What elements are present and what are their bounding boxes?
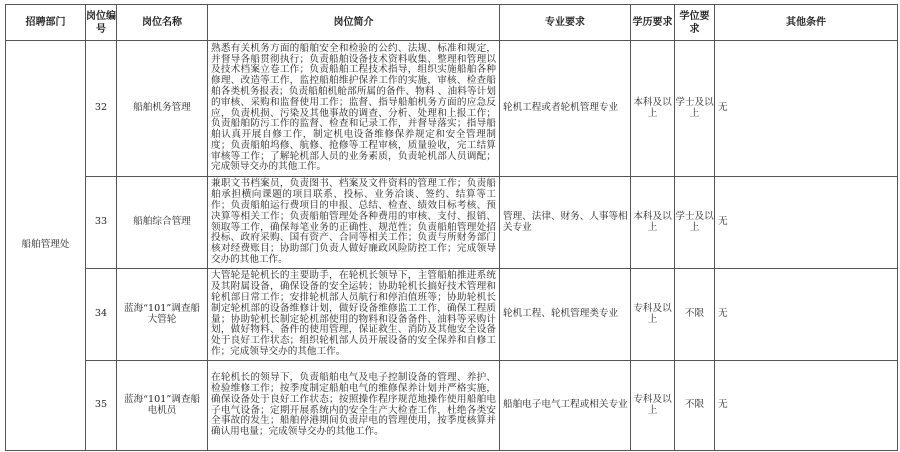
- header-degree: 学位要求: [675, 5, 715, 41]
- other-cell: 无: [715, 41, 898, 177]
- header-other: 其他条件: [715, 5, 898, 41]
- name-cell: 船舶综合管理: [117, 177, 208, 269]
- major-cell: 轮机工程、轮机管理类专业: [500, 269, 631, 361]
- degree-cell: 学士及以上: [675, 41, 715, 177]
- recruitment-table: [5, 4, 898, 451]
- degree-cell: 不限: [675, 361, 715, 451]
- name-cell: 船舶机务管理: [117, 41, 208, 177]
- desc-cell: 在轮机长的领导下，负责船舶电气及电子控制设备的管理、养护、检验维修工作；按季度制定船舶电气的维修保养计划并严格实施，确保设备处于良好工作状态；按照操作程序规范地操作使用船舶电子电气设备；定期开展系统内的安全生产大检查工作，杜绝各类安全事故的发生；船舶停港期间负责岸电的管理使用，按季度核算并确认用电量；完成领导交办的其他工作。: [208, 361, 500, 451]
- table-row: [6, 361, 898, 451]
- other-cell: 无: [715, 269, 898, 361]
- name-cell: 蓝海“101”调查船电机员: [117, 361, 208, 451]
- degree-cell: 不限: [675, 269, 715, 361]
- header-row: [6, 5, 898, 41]
- code-cell: 33: [86, 177, 117, 269]
- name-cell: 蓝海“101”调查船大管轮: [117, 269, 208, 361]
- table-row: [6, 177, 898, 269]
- edu-cell: 专科及以上: [631, 361, 675, 451]
- desc-cell: 大管轮是轮机长的主要助手，在轮机长领导下，主管船舶推进系统及其附属设备，确保设备的安全运转；协助轮机长搞好技术管理和轮机部日常工作；安排轮机部人员航行和停泊值班等；协助轮机长制定轮机部的设备维修计划，做好设备维修监工工作，确保工程质量；协助轮机长制定轮机部使用的物料和设备备件、油料等采购计划，做好物料、备件的使用管理，保证救生、消防及其他安全设备处于良好工作状态；组织轮机部人员开展设备的安全保养和自修工作；完成领导交办的其他工作。: [208, 269, 500, 361]
- table-row: [6, 269, 898, 361]
- code-cell: 35: [86, 361, 117, 451]
- department-cell: 船舶管理处: [6, 41, 86, 451]
- header-name: 岗位名称: [117, 5, 208, 41]
- major-cell: 管理、法律、财务、人事等相关专业: [500, 177, 631, 269]
- header-dept: 招聘部门: [6, 5, 86, 41]
- header-code: 岗位编号: [86, 5, 117, 41]
- degree-cell: 学士及以上: [675, 177, 715, 269]
- header-desc: 岗位简介: [208, 5, 500, 41]
- header-major: 专业要求: [500, 5, 631, 41]
- edu-cell: 专科及以上: [631, 269, 675, 361]
- other-cell: 无: [715, 177, 898, 269]
- edu-cell: 本科及以上: [631, 177, 675, 269]
- desc-cell: 兼职文书档案员，负责图书、档案及文件资料的管理工作；负责船舶承担横向课题的项目联系、投标、业务洽谈、签约、结算等工作；负责船舶运行费项目的申报、总结、检查、绩效目标考核、预决算等相关工作；负责船舶管理处各种费用的审核、支付、报销、领取等工作，确保每笔业务的正确性、规范性；负责船舶管理处招投标、政府采购、国有资产、合同等相关工作；负责与所财务部门核对经费账目；协助部门负责人做好廉政风险防控工作；完成领导交办的其他工作。: [208, 177, 500, 269]
- major-cell: 轮机工程或者轮机管理专业: [500, 41, 631, 177]
- code-cell: 34: [86, 269, 117, 361]
- major-cell: 船舶电子电气工程或相关专业: [500, 361, 631, 451]
- other-cell: 无: [715, 361, 898, 451]
- desc-cell: 熟悉有关机务方面的船舶安全和检验的公约、法规、标准和规定，并督导各船贯彻执行；负责船舶设备技术资料收集、整理和管理以及技术档案立卷工作；负责船舶工程技术指导，组织实施船舶各种修理、改造等工作，监控船舶维护保养工作的实施，审核、检查船舶各类机务报表；负责船舶机舱部所属的备件、物料 、油料等计划的审核、采购和监督使用工作；监督、指导船舶机务方面的应急反应，负责机损、污染及其他事故的调查、分析、处理和上报工作；负责船舶防污工作的监督、检查和记录工作，并督导落实；指导船舶认真开展自修工作，制定机电设备维修保养规定和安全管理制度；负责船舶坞修、航修、抢修等工程审核，质量验收，完工结算审核等工作；了解轮机部人员的业务素质，负责轮机部人员调配；完成领导交办的其他工作。: [208, 41, 500, 177]
- table-row: [6, 41, 898, 177]
- header-edu: 学历要求: [631, 5, 675, 41]
- code-cell: 32: [86, 41, 117, 177]
- edu-cell: 本科及以上: [631, 41, 675, 177]
